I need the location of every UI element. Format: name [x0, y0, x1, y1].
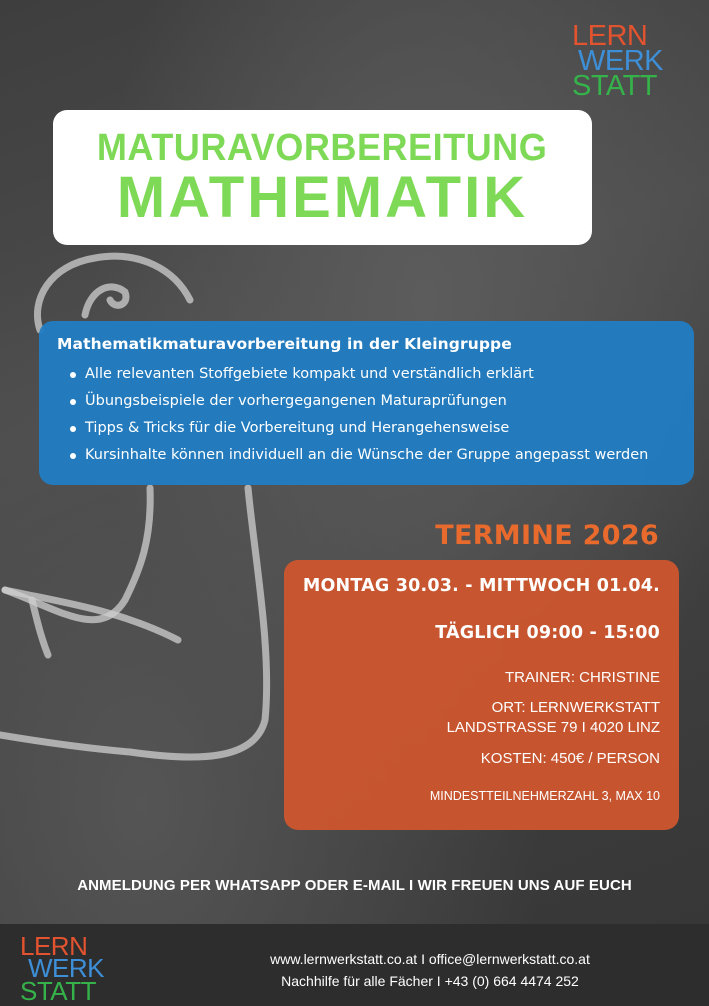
- course-location-address: LANDSTRASSE 79 I 4020 LINZ: [446, 719, 660, 736]
- logo-lern: LERN: [20, 931, 88, 961]
- course-info-box: [39, 321, 694, 485]
- termine-box: [284, 560, 679, 830]
- course-time: TÄGLICH 09:00 - 15:00: [435, 623, 660, 643]
- footer-contact: [170, 948, 690, 992]
- footer-phone[interactable]: Nachhilfe für alle Fächer I +43 (0) 664 4474 252: [281, 973, 579, 989]
- termine-heading: TERMINE 2026: [435, 520, 659, 551]
- course-price: KOSTEN: 450€ / PERSON: [480, 750, 660, 767]
- logo-werk: WERK: [28, 953, 104, 984]
- logo-statt: STATT: [572, 69, 658, 102]
- course-info-heading: Mathematikmaturavorbereitung in der Kleingruppe: [57, 335, 512, 353]
- course-info-list: [57, 361, 676, 469]
- course-dates: MONTAG 30.03. - MITTWOCH 01.04.: [302, 576, 660, 596]
- course-trainer: TRAINER: CHRISTINE: [504, 669, 660, 686]
- logo-werk: WERK: [578, 44, 663, 77]
- lernwerkstatt-logo-bottom: [20, 931, 104, 1006]
- registration-note: ANMELDUNG PER WHATSAPP ODER E-MAIL I WIR FREUEN UNS AUF EUCH: [77, 877, 632, 894]
- course-info-bullet: Übungsbeispiele der vorhergegangenen Maturaprüfungen: [57, 388, 676, 415]
- title-line-1: MATURAVORBEREITUNG: [97, 126, 548, 169]
- title-line-2: MATHEMATIK: [116, 164, 529, 230]
- logo-lern: LERN: [572, 20, 648, 52]
- footer-web-email[interactable]: www.lernwerkstatt.co.at I office@lernwerkstatt.co.at: [270, 951, 590, 967]
- course-info-bullet: Alle relevanten Stoffgebiete kompakt und verständlich erklärt: [57, 361, 676, 388]
- footer-bar: [0, 924, 709, 1006]
- course-info-bullet: Kursinhalte können individuell an die Wünsche der Gruppe angepasst werden: [57, 442, 676, 469]
- lernwerkstatt-logo-top: [572, 20, 663, 102]
- course-info-bullet: Tipps & Tricks für die Vorbereitung und Herangehensweise: [57, 415, 676, 442]
- logo-statt: STATT: [20, 975, 96, 1006]
- title-card: [53, 110, 592, 245]
- course-participants: MINDESTTEILNEHMERZAHL 3, MAX 10: [429, 789, 660, 803]
- course-location-name: ORT: LERNWERKSTATT: [491, 699, 660, 716]
